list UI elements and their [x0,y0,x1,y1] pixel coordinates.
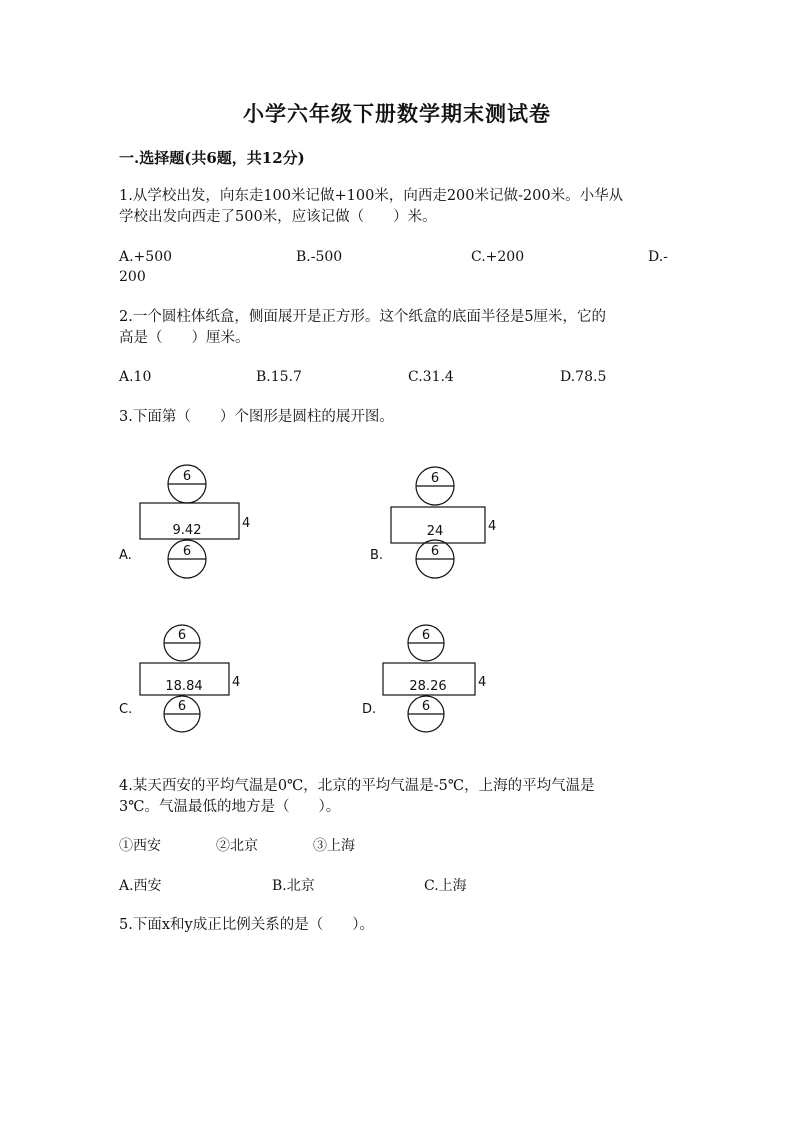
figure-d[interactable] [358,621,508,746]
figure-b-label: B. [370,548,384,563]
question-2-line-2: 高是（ ）厘米。 [119,330,250,346]
figure-b[interactable] [366,462,516,587]
question-3-line-1: 3.下面第（ ）个图形是圆柱的展开图。 [119,409,394,425]
figure-c-side-label: 4 [232,675,241,690]
q4-option-b[interactable]: B.北京 [272,878,315,894]
figure-c-rect-label: 18.84 [165,679,203,694]
figure-b-top-label: 6 [430,471,440,486]
q4-item-3: ③上海 [313,838,355,854]
figure-a-bottom-label: 6 [182,544,192,559]
question-2-line-1: 2.一个圆柱体纸盒，侧面展开是正方形。这个纸盒的底面半径是5厘米，它的 [119,309,607,325]
q4-item-1: ①西安 [119,838,161,854]
figure-d-label: D. [362,702,377,717]
q1-option-d[interactable]: D.- [648,249,668,265]
figure-d-top-label: 6 [421,628,431,643]
figure-a-side-label: 4 [242,516,251,531]
figure-b-side-label: 4 [488,519,497,534]
q4-option-a[interactable]: A.西安 [119,878,162,894]
q4-item-2: ②北京 [216,838,258,854]
figure-a-top-label: 6 [182,469,192,484]
q1-option-a[interactable]: A.+500 [119,249,173,265]
q1-option-c[interactable]: C.+200 [471,249,525,265]
section-heading: 一.选择题(共6题，共12分) [119,149,305,167]
figure-a[interactable] [115,460,265,585]
question-4-line-1: 4.某天西安的平均气温是0℃，北京的平均气温是-5℃，上海的平均气温是 [119,778,595,794]
figure-a-label: A. [119,548,132,563]
q2-option-a[interactable]: A.10 [119,369,152,385]
q1-option-d-wrap: 200 [119,269,146,285]
q2-option-d[interactable]: D.78.5 [560,369,607,385]
page-title: 小学六年级下册数学期末测试卷 [243,101,551,126]
question-1-line-1: 1.从学校出发，向东走100米记做+100米，向西走200米记做-200米。小华从 [119,188,624,204]
figure-d-rect-label: 28.26 [409,679,447,694]
q2-option-c[interactable]: C.31.4 [408,369,454,385]
figure-c-label: C. [119,702,133,717]
figure-c-bottom-label: 6 [177,699,187,714]
q1-option-b[interactable]: B.-500 [296,249,343,265]
question-5-line-1: 5.下面x和y成正比例关系的是（ ）。 [119,917,374,933]
figure-d-side-label: 4 [478,675,487,690]
question-1-line-2: 学校出发向西走了500米，应该记做（ ）米。 [119,209,437,225]
figure-c[interactable] [115,621,265,746]
q4-option-c[interactable]: C.上海 [424,878,467,894]
q2-option-b[interactable]: B.15.7 [256,369,302,385]
figure-c-top-label: 6 [177,628,187,643]
figure-b-bottom-label: 6 [430,544,440,559]
question-4-line-2: 3℃。气温最低的地方是（ ）。 [119,799,341,815]
figure-a-rect-label: 9.42 [172,523,202,538]
figure-d-bottom-label: 6 [421,699,431,714]
figure-b-rect-label: 24 [426,524,444,539]
